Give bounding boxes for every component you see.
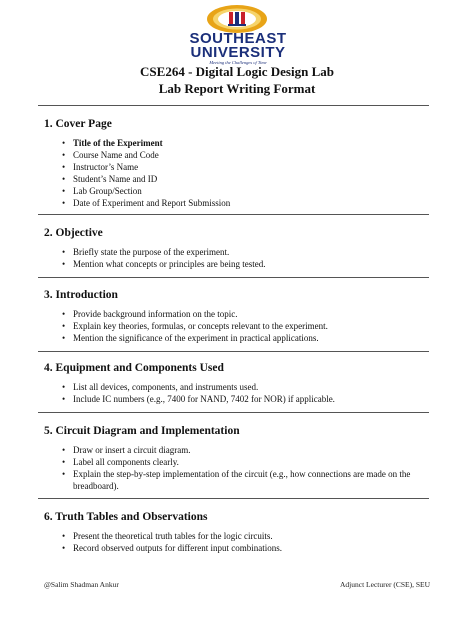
- bullet-icon: •: [62, 150, 66, 160]
- bullet-list: [44, 246, 434, 270]
- divider: [38, 412, 429, 413]
- bullet-icon: •: [62, 309, 66, 319]
- divider: [38, 351, 429, 352]
- bullet-icon: •: [62, 186, 66, 196]
- list-item: • Title of the Experiment: [62, 138, 163, 148]
- bullet-list: [44, 308, 434, 344]
- bullet-icon: •: [62, 259, 66, 269]
- list-item: • Draw or insert a circuit diagram.: [62, 445, 191, 455]
- section-circuit-diagram: [44, 424, 434, 492]
- list-item: • Label all components clearly.: [62, 457, 179, 467]
- footer-position: Adjunct Lecturer (CSE), SEU: [340, 580, 430, 589]
- bullet-list: [44, 444, 434, 492]
- section-objective: [44, 226, 434, 270]
- divider: [38, 277, 429, 278]
- bullet-icon: •: [62, 321, 66, 331]
- bullet-list: [44, 137, 434, 209]
- divider: [38, 105, 429, 106]
- list-item: • Mention what concepts or principles are being tested.: [62, 259, 266, 269]
- list-item: • Mention the significance of the experiment in practical applications.: [62, 333, 319, 343]
- bullet-icon: •: [62, 162, 66, 172]
- bullet-icon: •: [62, 445, 66, 455]
- list-item: • Date of Experiment and Report Submission: [62, 198, 231, 208]
- bullet-icon: •: [62, 382, 66, 392]
- logo-word-university: UNIVERSITY: [190, 44, 286, 61]
- bullet-list: [44, 381, 434, 405]
- list-item: • Present the theoretical truth tables for the logic circuits.: [62, 531, 273, 541]
- logo-tagline: Meeting the Challenges of Time: [209, 60, 267, 65]
- divider: [38, 214, 429, 215]
- list-item: • Include IC numbers (e.g., 7400 for NAND, 7402 for NOR) if applicable.: [62, 394, 335, 404]
- bullet-list: [44, 530, 434, 554]
- document-title: CSE264 - Digital Logic Design Lab: [140, 64, 334, 79]
- list-item: • Explain the step-by-step implementation of the circuit (e.g., how connections are made on the breadboard).: [62, 469, 411, 491]
- section-heading: 3. Introduction: [44, 289, 118, 301]
- footer-author: @Salim Shadman Ankur: [44, 580, 119, 589]
- bullet-icon: •: [62, 138, 66, 148]
- section-cover-page: [44, 117, 434, 209]
- list-item: • Explain key theories, formulas, or concepts relevant to the experiment.: [62, 321, 328, 331]
- university-logo: [176, 4, 300, 66]
- section-introduction: [44, 288, 434, 344]
- bullet-icon: •: [62, 543, 66, 553]
- section-truth-tables: [44, 510, 434, 554]
- section-heading: 2. Objective: [44, 227, 103, 239]
- bullet-icon: •: [62, 469, 66, 479]
- bullet-icon: •: [62, 247, 66, 257]
- list-item: • Provide background information on the topic.: [62, 309, 238, 319]
- bullet-icon: •: [62, 394, 66, 404]
- section-heading: 1. Cover Page: [44, 118, 112, 130]
- bullet-icon: •: [62, 457, 66, 467]
- section-equipment: [44, 361, 434, 405]
- bullet-icon: •: [62, 174, 66, 184]
- list-item: • List all devices, components, and instruments used.: [62, 382, 259, 392]
- list-item: • Course Name and Code: [62, 150, 159, 160]
- bullet-icon: •: [62, 333, 66, 343]
- list-item: • Lab Group/Section: [62, 186, 142, 196]
- section-heading: 6. Truth Tables and Observations: [44, 511, 208, 523]
- section-heading: 5. Circuit Diagram and Implementation: [44, 425, 240, 437]
- list-item: • Instructor’s Name: [62, 162, 139, 172]
- list-item: • Record observed outputs for different input combinations.: [62, 543, 283, 553]
- document-subtitle: Lab Report Writing Format: [158, 81, 316, 96]
- section-heading: 4. Equipment and Components Used: [44, 362, 224, 374]
- list-item: • Briefly state the purpose of the experiment.: [62, 247, 230, 257]
- list-item: • Student’s Name and ID: [62, 174, 158, 184]
- bullet-icon: •: [62, 531, 66, 541]
- divider: [38, 498, 429, 499]
- bullet-icon: •: [62, 198, 66, 208]
- logo-word-southeast: SOUTHEAST: [189, 30, 287, 47]
